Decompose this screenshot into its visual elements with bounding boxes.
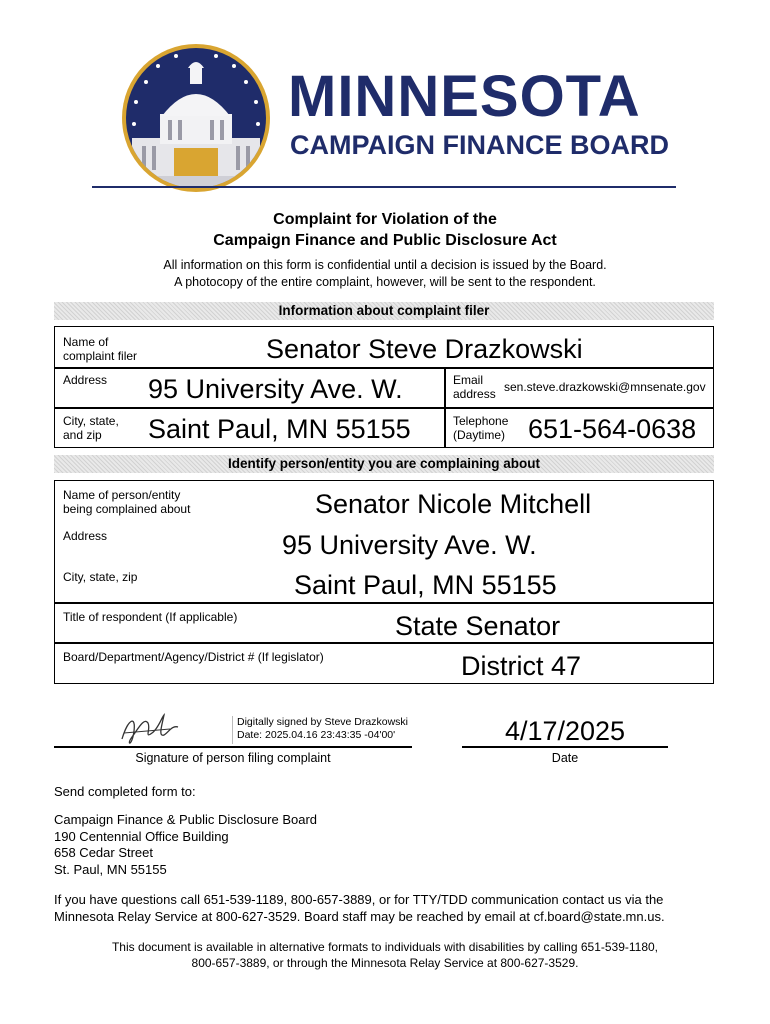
filer-column-divider [444, 367, 446, 448]
filer-address-label: Address [63, 373, 108, 387]
respondent-address-label: Address [63, 529, 108, 543]
signature-line [54, 746, 412, 748]
respondent-section-header: Identify person/entity you are complaining about [54, 455, 714, 473]
date-caption: Date [551, 751, 579, 765]
respondent-district-label: Board/Department/Agency/District # (If legislator) [63, 650, 324, 664]
filer-row-divider-2 [54, 407, 714, 409]
filer-email-label: Email address [453, 373, 496, 401]
form-title-line-2: Campaign Finance and Public Disclosure Act [213, 232, 557, 249]
digital-signature-stamp: Digitally signed by Steve Drazkowski Date: 2025.04.16 23:43:35 -04'00' [232, 716, 417, 744]
respondent-address-field[interactable]: 95 University Ave. W. [282, 530, 537, 560]
filer-city-field[interactable]: Saint Paul, MN 55155 [148, 414, 411, 444]
date-line [462, 746, 668, 748]
accessibility-notice-line-2: 800-657-3889, or through the Minnesota Relay Service at 800-627-3529. [191, 956, 579, 970]
signature-date-field[interactable]: 4/17/2025 [504, 716, 626, 746]
form-title-line-1: Complaint for Violation of the [273, 211, 497, 228]
filer-city-label: City, state, and zip [63, 414, 119, 442]
header-divider [92, 186, 676, 188]
capitol-seal-logo [112, 42, 280, 192]
send-form-intro: Send completed form to: [54, 784, 196, 799]
respondent-city-field[interactable]: Saint Paul, MN 55155 [294, 570, 557, 600]
confidential-notice-line-2: A photocopy of the entire complaint, however, will be sent to the respondent. [174, 275, 596, 289]
filer-name-field[interactable]: Senator Steve Drazkowski [266, 334, 583, 364]
respondent-name-label: Name of person/entity being complained about [63, 488, 191, 516]
mailing-address: Campaign Finance & Public Disclosure Board 190 Centennial Office Building 658 Cedar Street St. Paul, MN 55155 [54, 812, 318, 877]
respondent-title-label: Title of respondent (If applicable) [63, 610, 238, 624]
filer-name-label: Name of complaint filer [63, 335, 138, 363]
logo-subtitle: CAMPAIGN FINANCE BOARD [290, 130, 669, 160]
filer-phone-field[interactable]: 651-564-0638 [528, 414, 697, 444]
filer-phone-label: Telephone (Daytime) [453, 414, 509, 442]
logo-title: MINNESOTA [288, 64, 641, 129]
respondent-city-label: City, state, zip [63, 570, 138, 584]
handwritten-signature [118, 709, 182, 747]
respondent-row-divider-1 [54, 602, 714, 604]
signature-caption: Signature of person filing complaint [135, 751, 331, 765]
filer-address-field[interactable]: 95 University Ave. W. [148, 374, 403, 404]
filer-email-field[interactable]: sen.steve.drazkowski@mnsenate.gov [504, 380, 706, 394]
filer-row-divider-1 [54, 367, 714, 369]
respondent-district-field[interactable]: District 47 [461, 651, 582, 681]
accessibility-notice-line-1: This document is available in alternative formats to individuals with disabilities by calling 651-539-1180, [111, 940, 659, 954]
respondent-name-field[interactable]: Senator Nicole Mitchell [315, 489, 592, 519]
contact-info: If you have questions call 651-539-1189, 800-657-3889, or for TTY/TDD communication contact us via the Minnesota Relay Service at 800-627-3529. Board staff may be reached by email at cf.board@state.mn.us. [54, 892, 665, 924]
confidential-notice-line-1: All information on this form is confidential until a decision is issued by the Board. [163, 258, 607, 272]
respondent-row-divider-2 [54, 642, 714, 644]
respondent-title-field[interactable]: State Senator [395, 611, 561, 641]
filer-section-header: Information about complaint filer [54, 302, 714, 320]
